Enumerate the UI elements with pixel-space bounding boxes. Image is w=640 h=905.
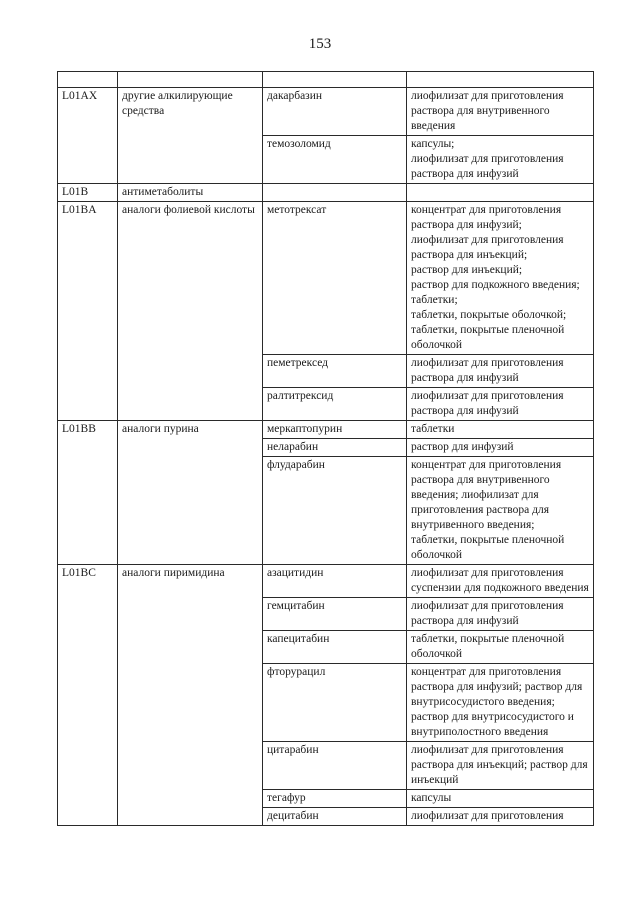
drug-name-cell: пеметрексед — [263, 355, 407, 388]
dosage-form-cell — [407, 790, 594, 808]
dosage-form-line: раствор для инфузий — [411, 441, 514, 453]
atc-code-cell: L01BC — [58, 565, 118, 826]
group-name-cell: аналоги пурина — [118, 421, 263, 565]
dosage-form-line: таблетки; — [411, 294, 458, 306]
dosage-form-cell — [407, 565, 594, 598]
table-row — [58, 202, 594, 355]
group-name-cell: аналоги фолиевой кислоты — [118, 202, 263, 421]
atc-code-cell: L01B — [58, 184, 118, 202]
dosage-form-line: лиофилизат для приготовления раствора для инъекций; — [411, 234, 564, 261]
drug-name-cell: гемцитабин — [263, 598, 407, 631]
dosage-form-line: лиофилизат для приготовления раствора для инъекций; раствор для инъекций — [411, 744, 588, 786]
dosage-form-cell — [407, 598, 594, 631]
atc-code-cell: L01AX — [58, 88, 118, 184]
dosage-form-cell — [407, 355, 594, 388]
dosage-form-cell — [407, 439, 594, 457]
dosage-form-cell — [407, 184, 594, 202]
dosage-form-line: раствор для инъекций; — [411, 264, 523, 276]
dosage-form-line: лиофилизат для приготовления раствора для инфузий — [411, 357, 564, 384]
dosage-form-line: концентрат для приготовления раствора для внутривенного введения; лиофилизат для приготовления раствора для внутривенного введения; — [411, 459, 562, 531]
drug-name-cell: темозоломид — [263, 136, 407, 184]
dosage-form-cell — [407, 136, 594, 184]
dosage-form-cell — [407, 742, 594, 790]
drug-name-cell: фторурацил — [263, 664, 407, 742]
dosage-form-line: лиофилизат для приготовления суспензии для подкожного введения — [411, 567, 589, 594]
dosage-form-line: таблетки, покрытые пленочной оболочкой — [411, 633, 565, 660]
drug-name-cell: ралтитрексид — [263, 388, 407, 421]
drug-name-cell: децитабин — [263, 808, 407, 826]
dosage-form-line: лиофилизат для приготовления раствора для инфузий — [411, 390, 564, 417]
group-name-cell: аналоги пиримидина — [118, 565, 263, 826]
drug-table — [57, 71, 594, 826]
page-number: 153 — [308, 36, 332, 52]
drug-name-cell: меркаптопурин — [263, 421, 407, 439]
dosage-form-cell — [407, 631, 594, 664]
table-row — [58, 421, 594, 439]
dosage-form-line: таблетки, покрытые пленочной оболочкой — [411, 534, 565, 561]
table-row — [58, 184, 594, 202]
dosage-form-line: таблетки — [411, 423, 455, 435]
table-row — [58, 88, 594, 136]
table-header-row — [58, 72, 594, 88]
drug-name-cell: неларабин — [263, 439, 407, 457]
header-cell-group — [118, 72, 263, 88]
dosage-form-cell — [407, 457, 594, 565]
group-name-cell: антиметаболиты — [118, 184, 263, 202]
group-name-cell: другие алкилирующие средства — [118, 88, 263, 184]
dosage-form-cell — [407, 88, 594, 136]
dosage-form-line: лиофилизат для приготовления раствора для инфузий — [411, 600, 564, 627]
drug-name-cell: тегафур — [263, 790, 407, 808]
dosage-form-line: раствор для подкожного введения; — [411, 279, 580, 291]
drug-name-cell: дакарбазин — [263, 88, 407, 136]
dosage-form-cell — [407, 388, 594, 421]
dosage-form-line: лиофилизат для приготовления — [411, 810, 564, 822]
header-cell-form — [407, 72, 594, 88]
dosage-form-cell — [407, 421, 594, 439]
drug-name-cell: метотрексат — [263, 202, 407, 355]
dosage-form-cell — [407, 664, 594, 742]
atc-code-cell: L01BA — [58, 202, 118, 421]
header-cell-drug — [263, 72, 407, 88]
header-cell-code — [58, 72, 118, 88]
atc-code-cell: L01BB — [58, 421, 118, 565]
table-row — [58, 565, 594, 598]
dosage-form-cell — [407, 808, 594, 826]
drug-name-cell: флударабин — [263, 457, 407, 565]
dosage-form-line: концентрат для приготовления раствора для инфузий; раствор для внутрисосудистого введения; раствор для внутрисосудистого и внутриполостного введения — [411, 666, 583, 738]
dosage-form-line: концентрат для приготовления раствора для инфузий; — [411, 204, 562, 231]
dosage-form-line: лиофилизат для приготовления раствора для инфузий — [411, 153, 564, 180]
drug-name-cell: азацитидин — [263, 565, 407, 598]
dosage-form-line: лиофилизат для приготовления раствора для внутривенного введения — [411, 90, 564, 132]
dosage-form-line: капсулы; — [411, 138, 455, 150]
dosage-form-line: таблетки, покрытые пленочной оболочкой — [411, 324, 565, 351]
drug-name-cell: капецитабин — [263, 631, 407, 664]
drug-name-cell — [263, 184, 407, 202]
dosage-form-line: капсулы — [411, 792, 452, 804]
drug-name-cell: цитарабин — [263, 742, 407, 790]
dosage-form-cell — [407, 202, 594, 355]
dosage-form-line: таблетки, покрытые оболочкой; — [411, 309, 567, 321]
